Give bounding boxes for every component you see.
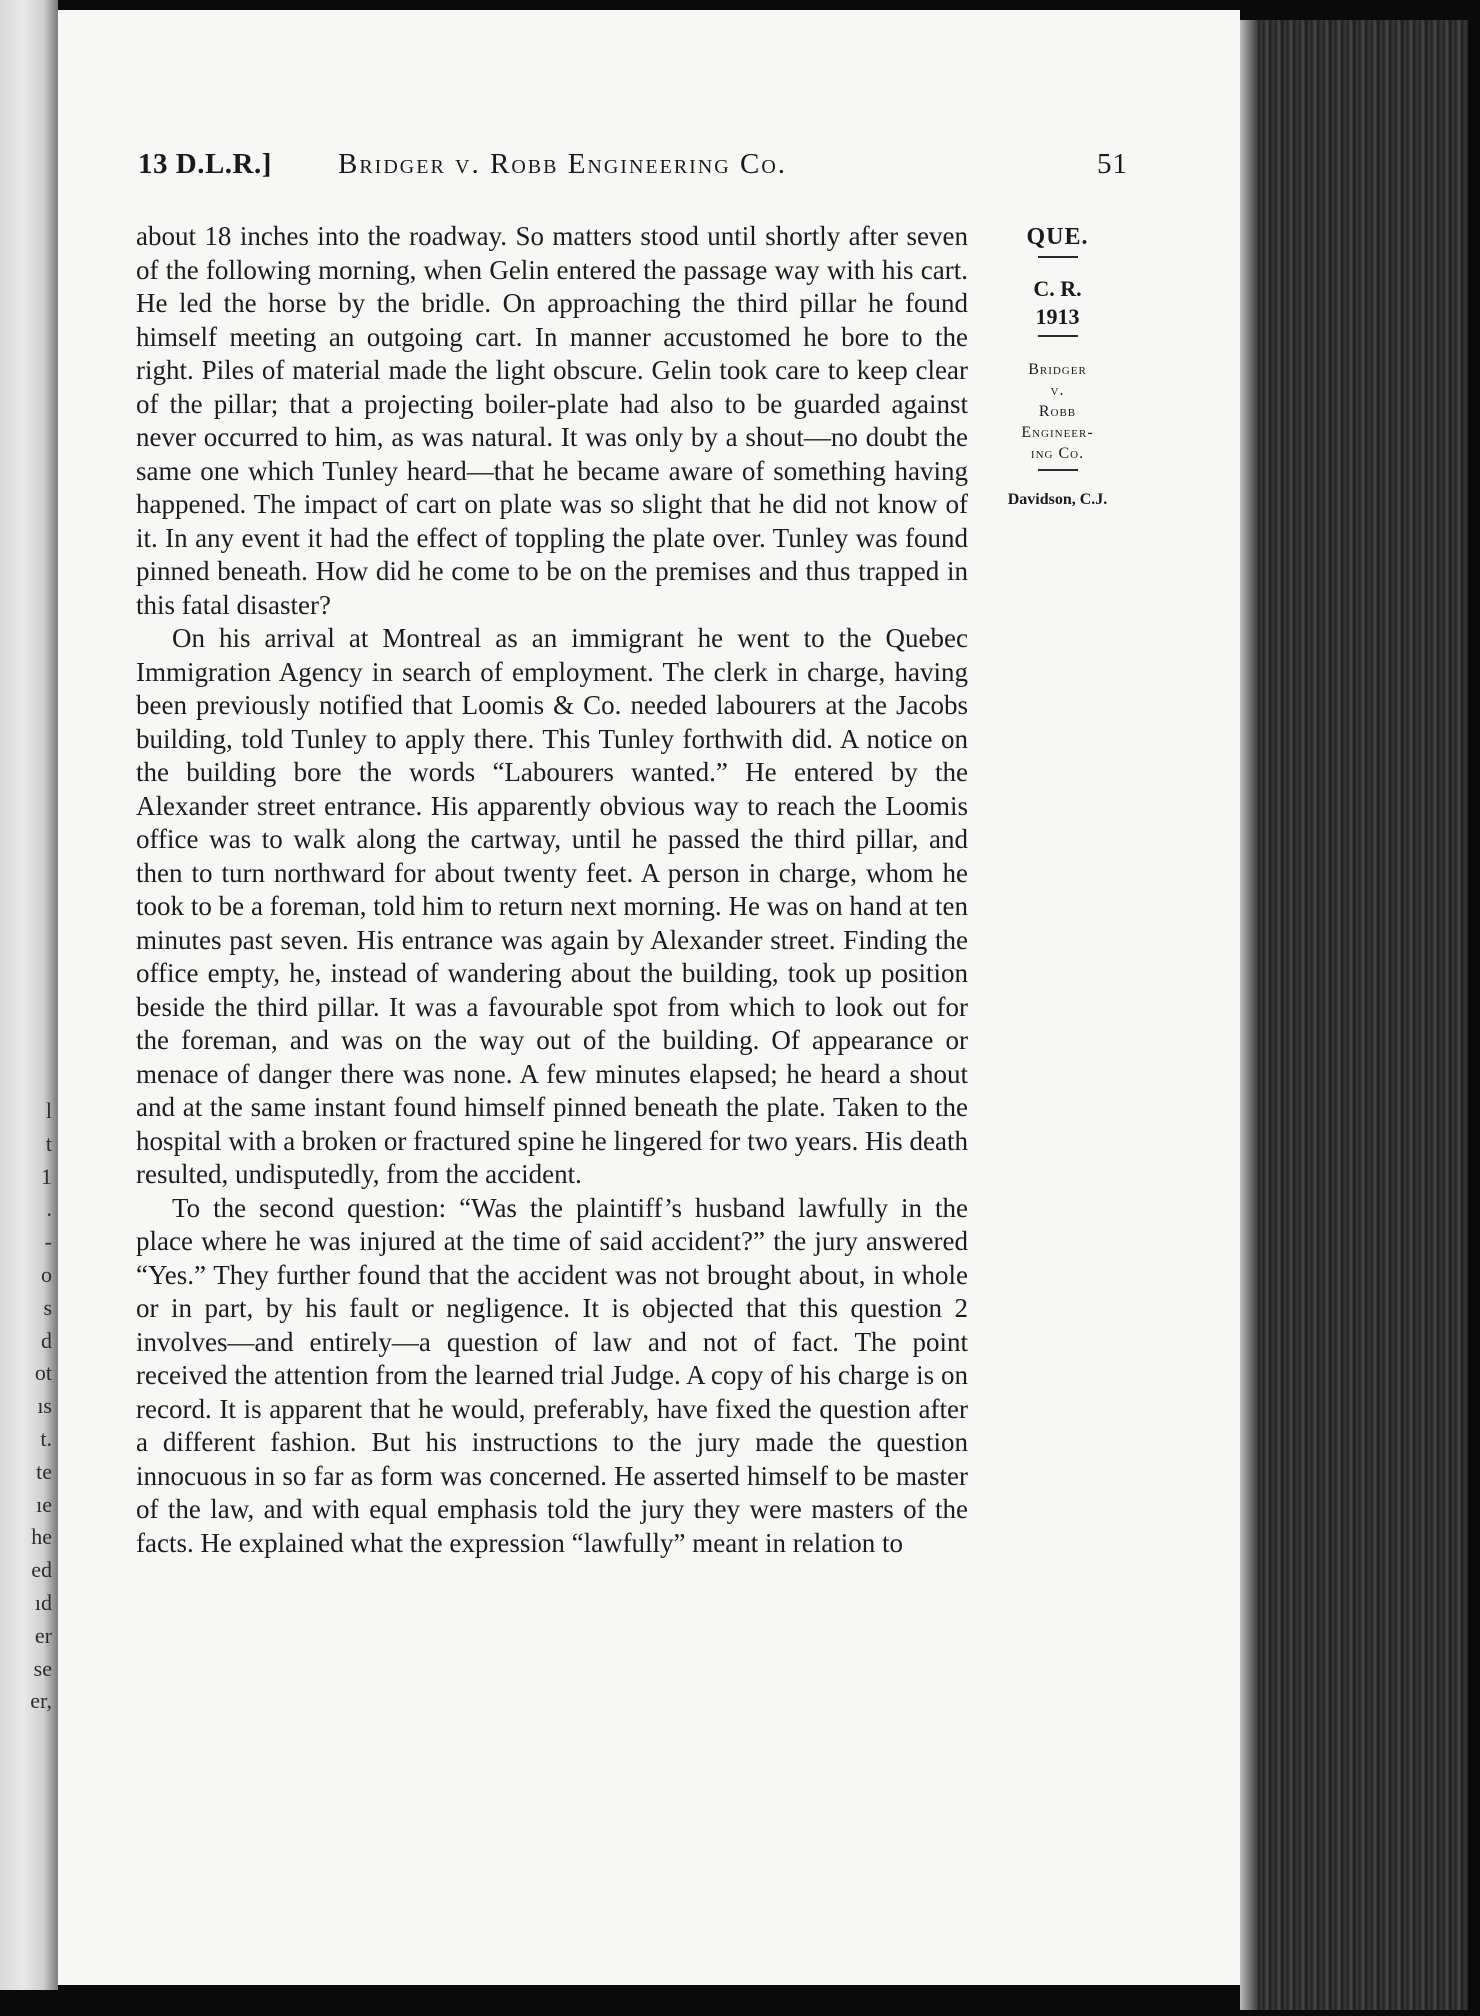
margin-province: QUE. (1026, 224, 1089, 250)
body-text (136, 220, 968, 1560)
margin-case-name (990, 359, 1125, 464)
margin-year: 1913 (1035, 304, 1080, 329)
fragment: o (41, 1261, 52, 1287)
fragment: - (44, 1229, 52, 1255)
previous-page-fragments (4, 1095, 52, 1718)
fragment: t (45, 1130, 52, 1156)
margin-divider (1038, 469, 1078, 471)
paragraph: To the second question: “Was the plaintiff’s husband lawfully in the place where he was injured at the time of said accident?” the jury answered “Yes.” They further found that the accident was not brought about, in whole or in part, by his fault or negligence. It is objected that this question 2 involves—and entirely—a question of law and not of fact. The point received the attention from the learned trial Judge. A copy of his charge is on record. It is apparent that he would, preferably, have fixed the question after a different fashion. But his instructions to the jury made the question innocuous in so far as form was concerned. He asserted himself to be master of the law, and with equal emphasis told the jury they were masters of the facts. He explained what the expression “lawfully” meant in relation to (136, 1192, 968, 1558)
paragraph: On his arrival at Montreal as an immigrant he went to the Quebec Immigration Agency in search of employment. The clerk in charge, having been previously notified that Loomis & Co. needed labourers at the Jacobs building, told Tunley to apply there. This Tunley forthwith did. A notice on the building bore the words “Labourers wanted.” He entered by the Alexander street entrance. His apparently obvious way to reach the Loomis office was to walk along the cartway, until he passed the third pillar, and then to turn northward for about twenty feet. A person in charge, whom he took to be a foreman, told him to return next morning. He was on hand at ten minutes past seven. His entrance was again by Alexander street. Finding the office empty, he, instead of wandering about the building, took up position beside the third pillar. It was a favourable spot from which to look out for the foreman, and was on the way out of the building. Of appearance or menace of danger there was none. A few minutes elapsed; he heard a shout and at the same instant found himself pinned beneath the plate. Taken to the hospital with a broken or fractured spine he lingered for two years. His death resulted, undisputedly, from the accident. (136, 623, 968, 1189)
fragment: er, (30, 1688, 52, 1714)
fragment: te (36, 1458, 52, 1484)
fragment: ıs (37, 1393, 52, 1419)
volume-reference: 13 D.L.R.] (138, 148, 272, 180)
margin-judge: Davidson, C.J. (1007, 491, 1108, 508)
fragment: l (45, 1098, 52, 1123)
fragment: ed (31, 1557, 52, 1583)
margin-case-line: ing Co. (1030, 445, 1085, 462)
margin-court: C. R. (1033, 276, 1082, 301)
fragment: . (46, 1196, 52, 1222)
margin-note (990, 224, 1125, 509)
fragment: s (43, 1294, 52, 1320)
margin-case-line: Robb (1038, 403, 1077, 420)
margin-case-line: v. (1050, 382, 1065, 399)
fragment: 1 (41, 1163, 52, 1189)
fragment: ıd (34, 1589, 52, 1615)
page-number: 51 (1097, 148, 1128, 180)
running-header (138, 148, 1128, 188)
page-edges (1240, 20, 1468, 2010)
margin-case-line: Bridger (1028, 361, 1087, 378)
fragment: er (34, 1622, 52, 1648)
fragment: he (31, 1524, 52, 1550)
paragraph: about 18 inches into the roadway. So matters stood until shortly after seven of the following morning, when Gelin entered the passage way with his cart. He led the horse by the bridle. On approaching the third pillar he found himself meeting an outgoing cart. In manner accustomed he bore to the right. Piles of material made the light obscure. Gelin took care to keep clear of the pillar; that a projecting boiler-plate had also to be guarded against never occurred to him, as was natural. It was only by a shout—no doubt the same one which Tunley heard—that he became aware of something having happened. The impact of cart on plate was so slight that he did not know of it. In any event it had the effect of toppling the plate over. Tunley was found pinned beneath. How did he come to be on the premises and thus trapped in this fatal disaster? (136, 221, 968, 620)
margin-divider (1038, 335, 1078, 337)
fragment: t. (40, 1425, 52, 1451)
case-title: Bridger v. Robb Engineering Co. (338, 148, 788, 180)
fragment: se (33, 1655, 52, 1681)
fragment: ot (34, 1360, 52, 1386)
previous-page-edge (0, 0, 58, 1990)
margin-case-line: Engineer- (1021, 424, 1094, 441)
fragment: ıe (36, 1491, 52, 1517)
margin-divider (1038, 256, 1078, 258)
fragment: d (41, 1327, 52, 1353)
